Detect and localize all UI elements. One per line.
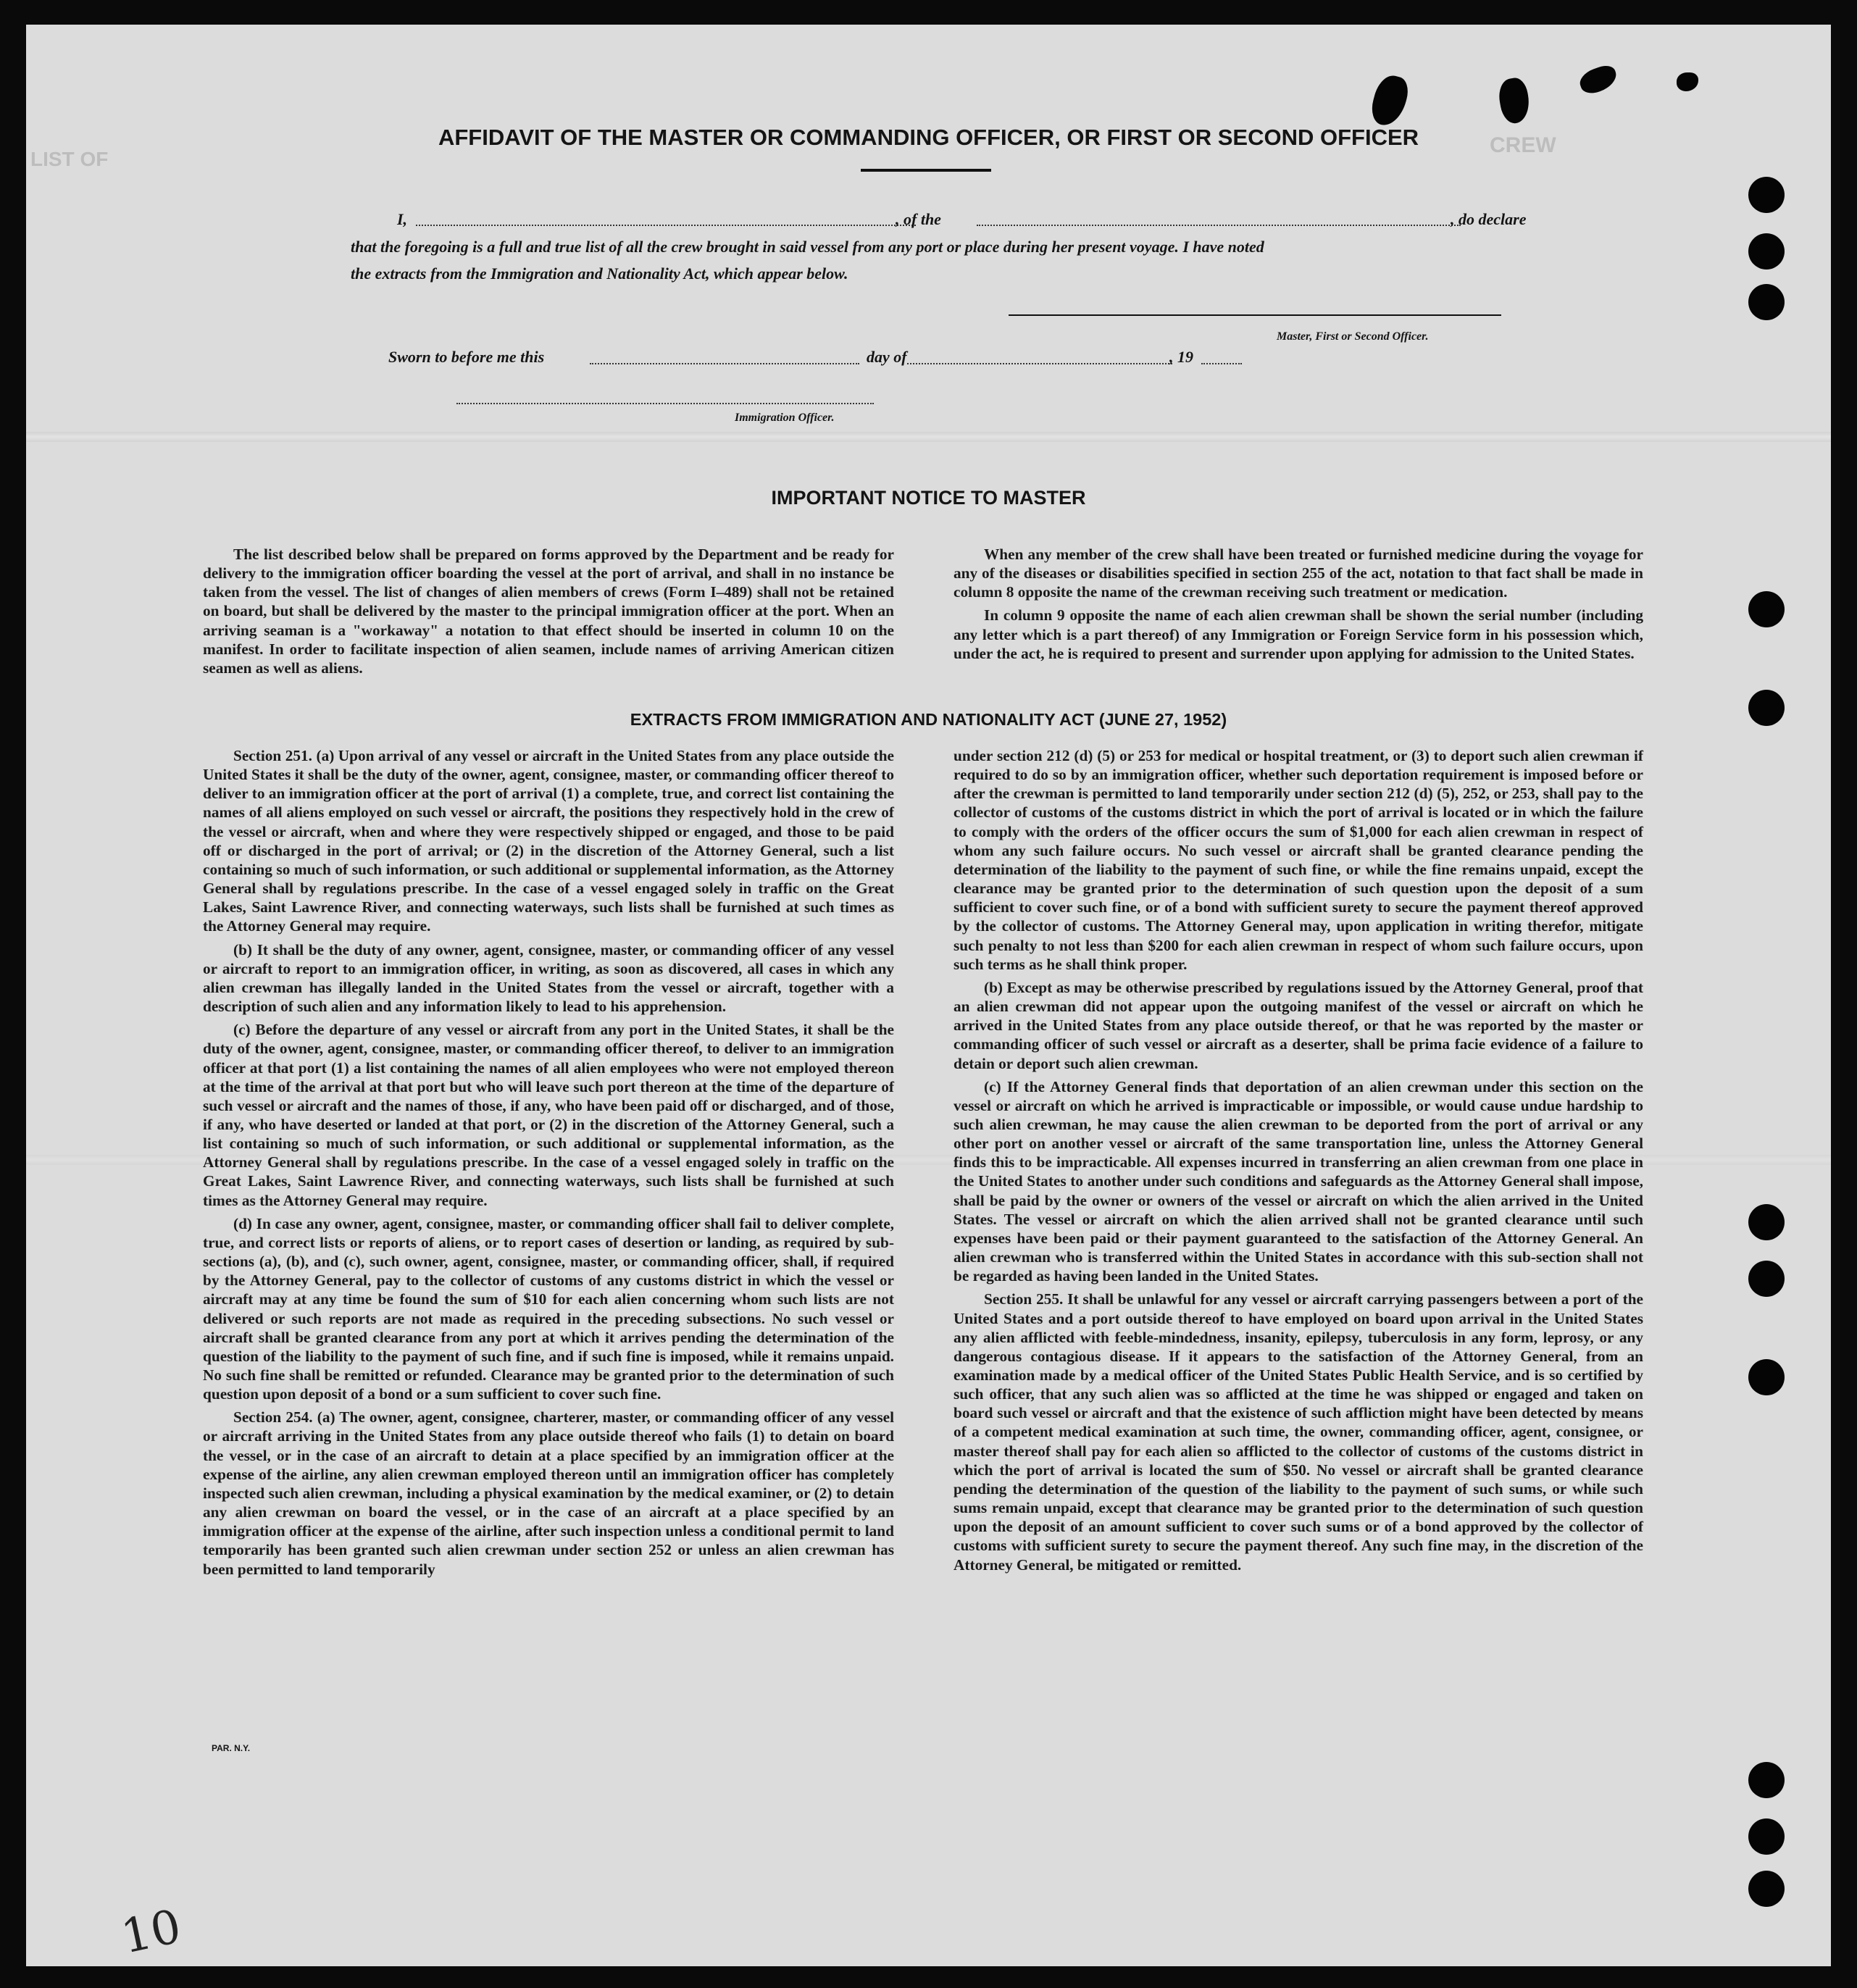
extracts-right-column <box>953 746 1643 1579</box>
binder-hole <box>1748 1871 1785 1907</box>
declaration-line: that the foregoing is a full and true list of all the crew brought in said vessel from any port or place during her present voyage. I have noted <box>351 238 1264 256</box>
binder-hole <box>1748 1261 1785 1297</box>
do-declare-label: , do declare <box>1451 210 1527 228</box>
notice-left-column <box>203 545 894 682</box>
section-paragraph: Section 251. (a) Upon arrival of any vessel or aircraft in the United States from any place outside the United States it shall be the duty of the owner, agent, consignee, master, or commanding officer thereof to deliver to an immigration officer at the port of arrival (1) a complete, true, and correct list containing the names of all aliens employed on such vessel or aircraft, the positions they respectively hold in the crew of the vessel or aircraft, when and where they were respectively shipped or engaged, and those to be paid off or discharged in the port of arrival; or (2) in the discretion of the Attorney General, such a list containing so much of such information, or such additional or supplemental information, as the Attorney General shall by regulations prescribe. In the case of a vessel engaged solely in traffic on the Great Lakes, Saint Lawrence River, and connecting waterways, such lists shall be furnished at such times as the Attorney General may require. <box>203 747 894 935</box>
notice-paragraph: In column 9 opposite the name of each alien crewman shall be shown the serial number (including any letter which is a part thereof) of any Immigration or Foreign Service form in his possession which, under the act, he is required to present and surrender upon applying for admission to the United States. <box>953 606 1643 662</box>
immigration-officer-signature-line[interactable] <box>456 403 874 404</box>
of-the-label: , of the <box>896 210 941 228</box>
sworn-year-field[interactable] <box>1201 363 1242 364</box>
ink-blot <box>1496 76 1532 125</box>
binder-hole <box>1748 233 1785 270</box>
sworn-month-field[interactable] <box>907 363 1172 364</box>
bleed-through-text: CREW <box>1490 133 1556 157</box>
bleed-through-text: LIST OF <box>30 148 109 170</box>
extracts-title: EXTRACTS FROM IMMIGRATION AND NATIONALITY ACT (JUNE 27, 1952) <box>630 710 1227 729</box>
section-paragraph: under section 212 (d) (5) or 253 for medical or hospital treatment, or (3) to deport such alien crewman if required to do so by an immigration officer, whether such deportation requirement is imposed before or after the crewman is permitted to land temporarily under section 212 (d) (5), 252, or 253, shall pay to the collector of customs of the customs district in which the port of arrival is located or in which the failure to comply with the orders of the officer occurs the sum of $1,000 for each alien crewman in respect of whom any such failure occurs. No such vessel or aircraft shall be granted clearance pending the determination of the liability to the payment of such fine, or while the fine remains unpaid, except the clearance may be granted prior to the determination of such question upon the deposit of a sum sufficient to cover such fine, or of a bond with sufficient surety to secure the payment thereof approved by the collector of customs. The Attorney General may, upon application in writing therefor, mitigate such penalty to not less than $200 for each alien crewman in respect of whom such failure occurs, upon such terms as he shall think proper. <box>953 747 1643 973</box>
binder-hole <box>1748 690 1785 726</box>
section-paragraph: Section 254. (a) The owner, agent, consignee, charterer, master, or commanding officer of any vessel or aircraft arriving in the United States from any place outside thereof who fails (1) to detain on board the vessel, or in the case of an aircraft to detain at a place specified by an immigration officer at the expense of the airline, any alien crewman employed thereon until an immigration officer has completely inspected such alien crewman, including a physical examination by the medical examiner, or (2) to detain any alien crewman on board the vessel, or in the case of an aircraft at a place specified by an immigration officer at the expense of the airline, after such inspection unless a conditional permit to land temporarily has been granted such alien crewman under section 252 or unless an alien crewman has been permitted to land temporarily <box>203 1408 894 1578</box>
section-paragraph: (c) If the Attorney General finds that deportation of an alien crewman under this section on the vessel or aircraft on which he arrived is impracticable or impossible, or would cause undue hardship to such alien crewman, he may cause the alien crewman to be deported from the port of arrival or any other port on another vessel or aircraft of the same transportation line, unless the Attorney General finds this to be impracticable. All expenses incurred in transferring an alien crewman from one place in the United States to another under such conditions and safeguards as the Attorney General shall impose, shall be paid by the owner or owners of the vessel or aircraft on which the alien arrived in the United States. The vessel or aircraft on which the alien arrived shall not be granted clearance until such expenses have been paid or their payment guaranteed to the satisfaction of the Attorney General. An alien crewman who is transferred within the United States in accordance with this sub-section shall not be regarded as having been landed in the United States. <box>953 1077 1643 1285</box>
printer-mark: PAR. N.Y. <box>212 1743 251 1753</box>
binder-hole <box>1748 1204 1785 1240</box>
notice-title: IMPORTANT NOTICE TO MASTER <box>771 487 1086 509</box>
master-signature-line[interactable] <box>1009 314 1501 316</box>
section-paragraph: (b) It shall be the duty of any owner, agent, consignee, master, or commanding officer of any vessel or aircraft to report to an immigration officer, in writing, as soon as discovered, all cases in which any alien crewman has illegally landed in the United States from the vessel or aircraft, together with a description of such alien and any information likely to lead to his apprehension. <box>203 940 894 1016</box>
declaration-line: the extracts from the Immigration and Nationality Act, which appear below. <box>351 264 848 283</box>
binder-hole <box>1748 1359 1785 1395</box>
affidavit-title: AFFIDAVIT OF THE MASTER OR COMMANDING OFFICER, OR FIRST OR SECOND OFFICER <box>438 125 1419 150</box>
sworn-day-field[interactable] <box>590 363 859 364</box>
sworn-label: Sworn to before me this <box>388 348 545 366</box>
notice-right-column <box>953 545 1643 667</box>
master-signature-caption: Master, First or Second Officer. <box>1277 330 1429 343</box>
year-label: , 19 <box>1169 348 1193 366</box>
notice-paragraph: When any member of the crew shall have been treated or furnished medicine during the voyage for any of the diseases or disabilities specified in section 255 of the act, notation to that fact shall be made in column 8 opposite the name of the crewman receiving such treatment or medication. <box>953 546 1643 601</box>
ink-blot <box>1368 72 1412 129</box>
title-underline <box>861 169 991 172</box>
vessel-name-field[interactable] <box>977 225 1461 226</box>
handwritten-page-number: 10 <box>117 1900 186 1965</box>
ink-blot <box>1677 72 1698 91</box>
day-of-label: day of <box>867 348 907 366</box>
binder-hole <box>1748 177 1785 213</box>
section-paragraph: Section 255. It shall be unlawful for any vessel or aircraft carrying passengers between a port of the United States and a port outside thereof to have employed on board upon arrival in the United States any alien afflicted with feeble-mindedness, insanity, epilepsy, tuberculosis in any form, leprosy, or any dangerous contagious disease. If it appears to the satisfaction of the Attorney General, from an examination made by a medical officer of the United States Public Health Service, and is so certified by such officer, that any such alien was so afflicted at the time he was shipped or engaged and taken on board such vessel or aircraft and that the existence of such affliction might have been detected by means of a competent medical examination at such time, the owner, commanding officer, agent, consignee, or master thereof shall pay for each alien so afflicted to the collector of customs of the customs district in which the port of arrival is located the sum of $50. No vessel or aircraft shall be granted clearance pending the determination of the question of the liability to the payment of such sums, or while such sums remain unpaid, except that clearance may be granted prior to the determination of such question upon the deposit of an amount sufficient to cover such sums or of a bond approved by the collector of customs with sufficient surety to secure the payment thereof. Any such fine may, in the discretion of the Attorney General, be mitigated or remitted. <box>953 1290 1643 1574</box>
section-paragraph: (d) In case any owner, agent, consignee, master, or commanding officer shall fail to deliver complete, true, and correct lists or reports of aliens, or to report cases of desertion or landing, as required by sub-sections (a), (b), and (c), such owner, agent, consignee, master, or commanding officer, shall, if required by the Attorney General, pay to the collector of customs of any customs district in which the vessel or aircraft may at any time be found the sum of $10 for each alien concerning whom such lists are not delivered or such reports are not made as required in the preceding subsections. No such vessel or aircraft shall be granted clearance from any port at which it arrives pending the determination of the question of the liability to the payment of such fine, and if such fine is imposed, while it remains unpaid. No such fine shall be remitted or refunded. Clearance may be granted prior to the determination of such question upon deposit of a bond or a sum sufficient to cover such fine. <box>203 1214 894 1403</box>
binder-hole <box>1748 591 1785 627</box>
immigration-officer-caption: Immigration Officer. <box>735 412 835 424</box>
extracts-left-column <box>203 746 894 1583</box>
binder-hole <box>1748 1762 1785 1798</box>
notice-paragraph: The list described below shall be prepared on forms approved by the Department and be ready for delivery to the immigration officer boarding the vessel at the port of arrival, and shall in no instance be taken from the vessel. The list of changes of alien members of crews (Form I–489) shall not be retained on board, but shall be delivered by the master to the principal immigration officer at the port. When an arriving seaman is a "workaway" a notation to that effect should be inserted in column 10 on the manifest. In order to facilitate inspection of alien seamen, include names of arriving American citizen seamen as well as aliens. <box>203 546 894 677</box>
scan-fold-line <box>26 432 1831 442</box>
document-page <box>26 25 1831 1966</box>
declarant-label: I, <box>397 210 408 228</box>
section-paragraph: (b) Except as may be otherwise prescribed by regulations issued by the Attorney General, proof that an alien crewman did not appear upon the outgoing manifest of the vessel or aircraft on which he arrived in the United States from any place outside thereof, or that he was reported by the master or commanding officer of such vessel or aircraft as a deserter, shall be prima facie evidence of a failure to detain or deport such alien crewman. <box>953 978 1643 1072</box>
section-paragraph: (c) Before the departure of any vessel or aircraft from any port in the United States, it shall be the duty of the owner, agent, consignee, master, or commanding officer thereof, to deliver to an immigration officer at that port (1) a list containing the names of all alien employees who were not employed thereon at the time of the arrival at that port but who will leave such port thereon at the time of the departure of such vessel or aircraft and the names of those, if any, who have been paid off or discharged, and of those, if any, who have deserted or landed at that port, or (2) in the discretion of the Attorney General, such a list containing so much of such information, or such additional or supplemental information, as the Attorney General shall by regulations prescribe. In the case of a vessel engaged solely in traffic on the Great Lakes, Saint Lawrence River, and connecting waterways, such lists shall be furnished at such times as the Attorney General may require. <box>203 1021 894 1209</box>
binder-hole <box>1748 284 1785 320</box>
declarant-name-field[interactable] <box>416 225 916 226</box>
binder-hole <box>1748 1818 1785 1855</box>
ink-blot <box>1577 62 1620 97</box>
